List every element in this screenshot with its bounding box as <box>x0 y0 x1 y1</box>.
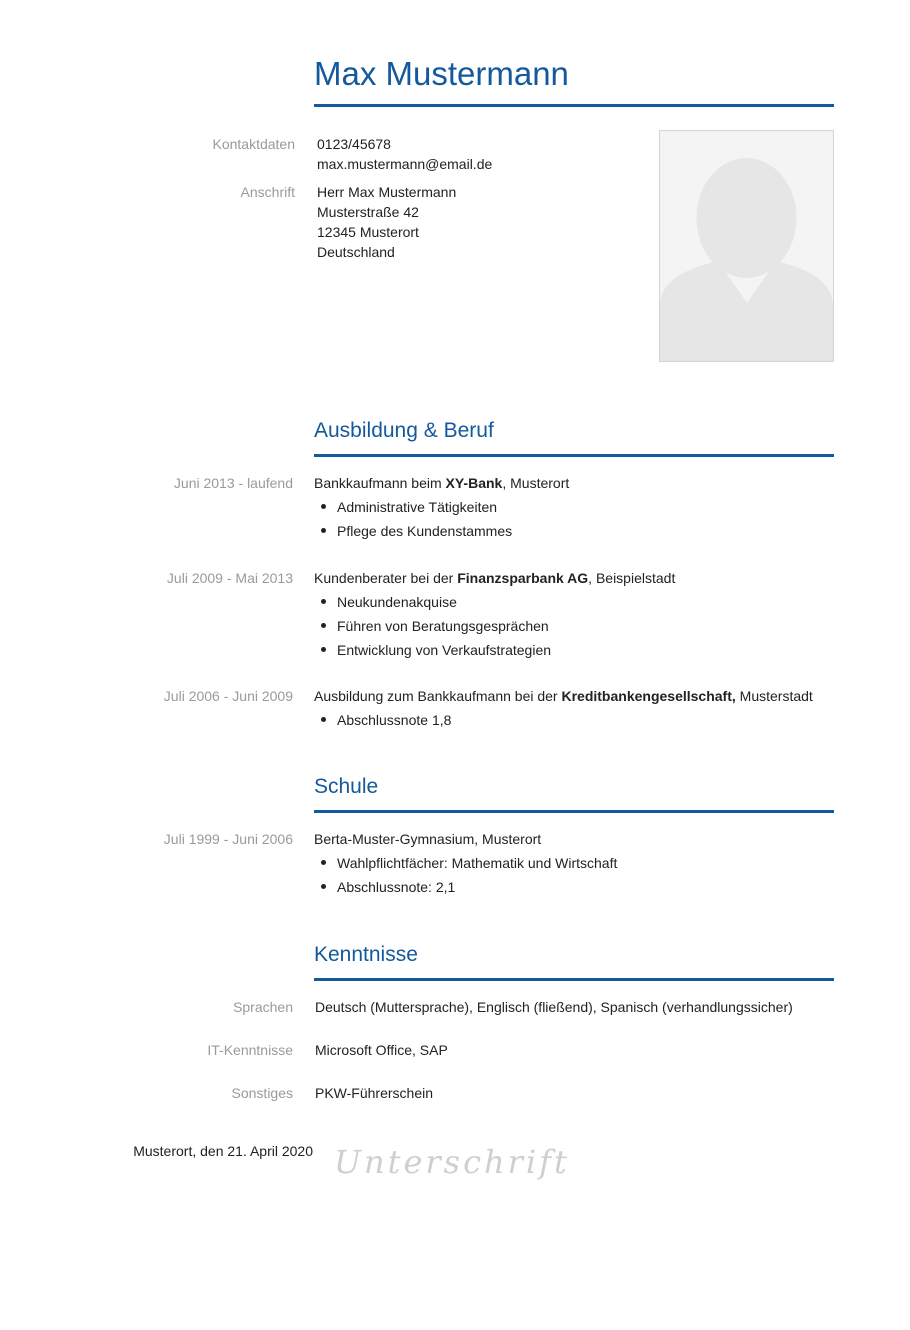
list-item: Führen von Beratungsgesprächen <box>314 614 844 638</box>
school-entry-1-bullets <box>314 851 844 899</box>
address-label: Anschrift <box>240 184 295 200</box>
career-entry-2-title: Kundenberater bei der Finanzsparbank AG, Beispielstadt <box>314 570 676 586</box>
skills-value-languages: Deutsch (Muttersprache), Englisch (fließend), Spanisch (verhandlungssicher) <box>315 999 793 1015</box>
school-period-1: Juli 1999 - Juni 2006 <box>163 831 293 847</box>
career-entry-1-bullets <box>314 495 844 543</box>
list-item: Neukundenakquise <box>314 590 844 614</box>
list-item: Administrative Tätigkeiten <box>314 495 844 519</box>
contact-email: max.mustermann@email.de <box>317 156 493 172</box>
career-entry-2 <box>314 566 844 662</box>
address-line-2: Musterstraße 42 <box>317 204 419 220</box>
career-entry-3-bullets <box>314 708 844 732</box>
section-underline-school <box>314 810 834 813</box>
section-underline-skills <box>314 978 834 981</box>
list-item: Pflege des Kundenstammes <box>314 519 844 543</box>
career-entry-3-title: Ausbildung zum Bankkaufmann bei der Kreditbankengesellschaft, Musterstadt <box>314 688 813 704</box>
skills-label-languages: Sprachen <box>233 999 293 1015</box>
school-entry-1-title: Berta-Muster-Gymnasium, Musterort <box>314 831 542 847</box>
career-entry-1-title: Bankkaufmann beim XY-Bank, Musterort <box>314 475 570 491</box>
avatar-silhouette-icon <box>660 131 833 361</box>
list-item: Entwicklung von Verkaufstrategien <box>314 638 844 662</box>
career-entry-3 <box>314 684 844 732</box>
contact-label: Kontaktdaten <box>212 136 295 152</box>
signature-placeholder: Unterschrift <box>334 1143 570 1181</box>
address-line-4: Deutschland <box>317 244 395 260</box>
name-underline <box>314 104 834 107</box>
section-title-skills: Kenntnisse <box>314 943 418 966</box>
address-line-1: Herr Max Mustermann <box>317 184 457 200</box>
list-item: Abschlussnote: 2,1 <box>314 875 844 899</box>
career-entry-2-bullets <box>314 590 844 662</box>
school-entry-1 <box>314 827 844 899</box>
career-entry-1 <box>314 471 844 543</box>
section-title-school: Schule <box>314 775 379 798</box>
skills-value-other: PKW-Führerschein <box>315 1085 434 1101</box>
place-and-date: Musterort, den 21. April 2020 <box>133 1143 313 1159</box>
skills-value-it: Microsoft Office, SAP <box>315 1042 448 1058</box>
contact-phone: 0123/45678 <box>317 136 391 152</box>
list-item: Abschlussnote 1,8 <box>314 708 844 732</box>
skills-label-it: IT-Kenntnisse <box>207 1042 293 1058</box>
profile-photo-placeholder <box>659 130 834 362</box>
address-line-3: 12345 Musterort <box>317 224 419 240</box>
career-period-2: Juli 2009 - Mai 2013 <box>166 570 293 586</box>
list-item: Wahlpflichtfächer: Mathematik und Wirtschaft <box>314 851 844 875</box>
career-period-1: Juni 2013 - laufend <box>173 475 293 491</box>
skills-label-other: Sonstiges <box>231 1085 293 1101</box>
career-period-3: Juli 2006 - Juni 2009 <box>163 688 293 704</box>
section-underline-career <box>314 454 834 457</box>
cv-name: Max Mustermann <box>314 55 569 92</box>
section-title-career: Ausbildung & Beruf <box>314 419 494 442</box>
